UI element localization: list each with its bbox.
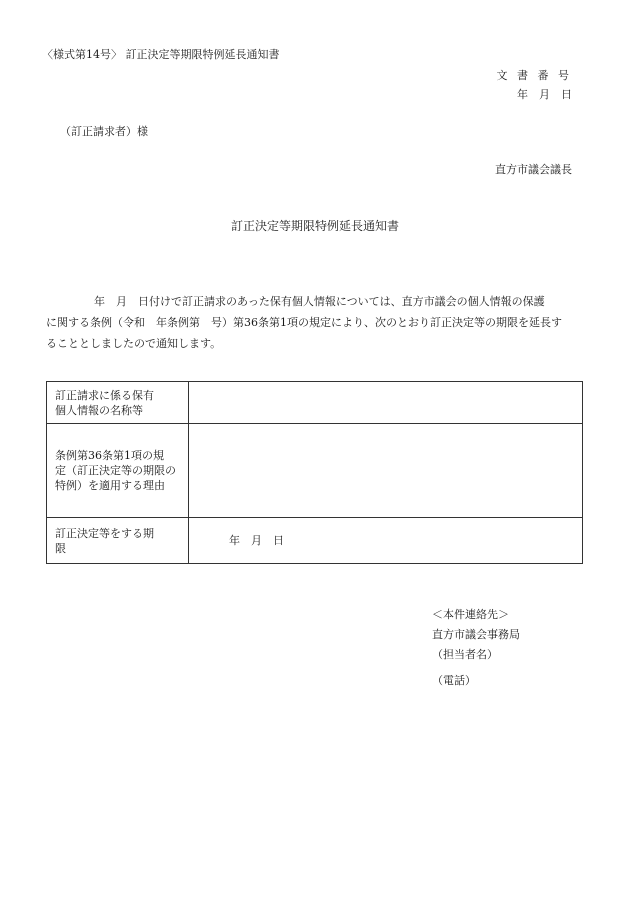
contact-heading: ＜本件連絡先＞	[432, 608, 509, 621]
row-label-info-name	[47, 382, 189, 424]
body-line-1: 年 月 日付けで訂正請求のあった保有個人情報については、直方市議会の個人情報の保護	[94, 295, 545, 308]
row-value-reason	[189, 424, 583, 518]
addressee: （訂正請求者）様	[60, 125, 148, 138]
form-identifier: 〈様式第14号〉 訂正決定等期限特例延長通知書	[42, 48, 280, 61]
table-row	[47, 424, 583, 518]
table-row	[47, 518, 583, 564]
label-line: 特例）を適用する理由	[55, 479, 165, 492]
row-label-deadline	[47, 518, 189, 564]
label-line: 訂正決定等をする期	[55, 526, 154, 540]
label-line: 条例第36条第1項の規	[55, 449, 164, 462]
row-label-reason	[47, 424, 189, 518]
body-text	[46, 291, 586, 354]
body-line-2: に関する条例（令和 年条例第 号）第36条第1項の規定により、次のとおり訂正決定等の期限を延長す	[46, 316, 562, 329]
row-value-deadline: 年 月 日	[189, 518, 583, 564]
table-row	[47, 382, 583, 424]
row-value-info-name	[189, 382, 583, 424]
document-title: 訂正決定等期限特例延長通知書	[230, 219, 399, 233]
contact-phone: （電話）	[432, 674, 476, 687]
label-line: 訂正請求に係る保有	[55, 388, 154, 402]
label-line: 個人情報の名称等	[55, 403, 143, 417]
document-number-label: 文 書 番 号	[496, 69, 572, 82]
sender: 直方市議会議長	[495, 163, 572, 176]
body-line-3: ることとしましたので通知します。	[46, 337, 222, 350]
label-line: 定（訂正決定等の期限の	[55, 464, 176, 477]
contact-block	[432, 605, 520, 691]
label-line: 限	[55, 541, 66, 555]
contact-person: （担当者名）	[432, 648, 498, 661]
info-table	[46, 381, 583, 564]
document-date-label: 年 月 日	[517, 88, 572, 101]
contact-office: 直方市議会事務局	[432, 628, 520, 641]
